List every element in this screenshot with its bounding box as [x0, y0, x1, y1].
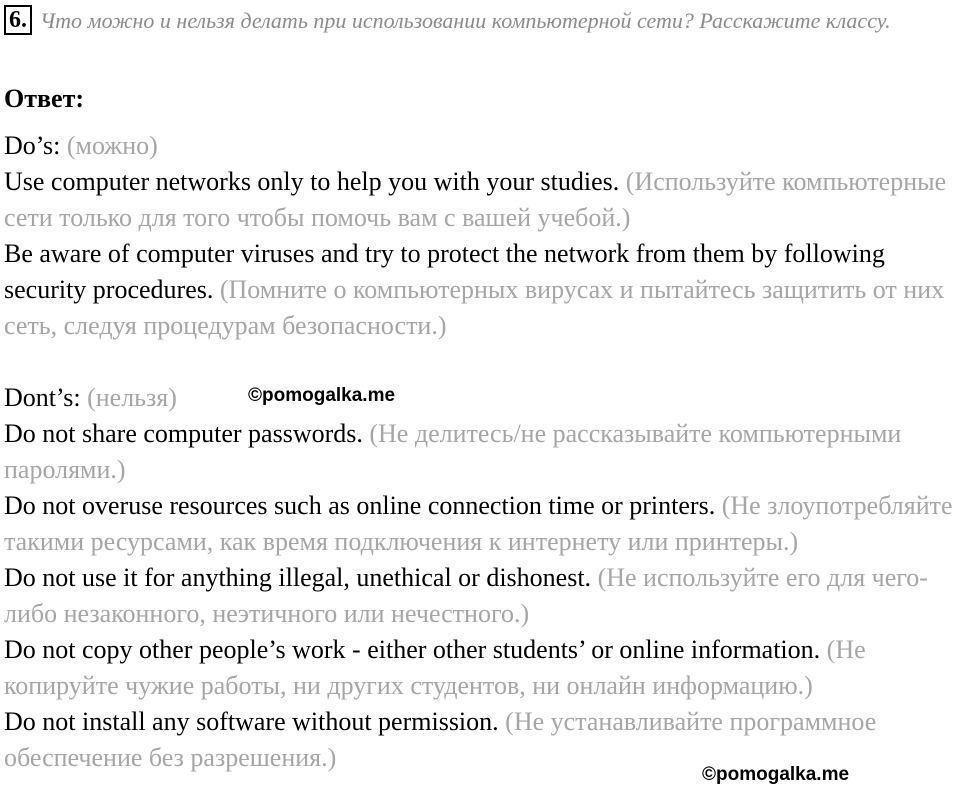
donts-heading: [4, 380, 960, 416]
answer-label: Ответ:: [4, 84, 85, 113]
donts-item-ru: (Не злоупотребляйте такими ресурсами, как время подключения к интернету или принтеры.): [4, 491, 953, 556]
dos-heading: [4, 128, 960, 164]
donts-item-ru: (Не копируйте чужие работы, ни других студентов, ни онлайн информацию.): [4, 635, 866, 700]
donts-heading-ru: (нельзя): [87, 383, 177, 412]
dos-item-ru: (Используйте компьютерные сети только для того чтобы помочь вам с вашей учебой.): [4, 167, 947, 232]
donts-item-en: Do not use it for anything illegal, unethical or dishonest.: [4, 563, 592, 592]
dos-heading-en: Do’s:: [4, 131, 61, 160]
donts-item-ru: (Не устанавливайте программное обеспечение без разрешения.): [4, 707, 877, 772]
dos-item: [4, 236, 960, 344]
donts-item-en: Do not share computer passwords.: [4, 419, 363, 448]
donts-item-ru: (Не делитесь/не рассказывайте компьютерными паролями.): [4, 419, 902, 484]
task-number: 6.: [4, 5, 32, 35]
dos-item-en: Use computer networks only to help you with your studies.: [4, 167, 620, 196]
section-spacer: [4, 344, 960, 380]
donts-item: [4, 632, 960, 704]
answer-body: [4, 128, 960, 776]
dos-heading-ru: (можно): [66, 131, 158, 160]
donts-item-ru: (Не используйте его для чего-либо незаконного, неэтичного или нечестного.): [4, 563, 928, 628]
donts-item-en: Do not overuse resources such as online connection time or printers.: [4, 491, 716, 520]
donts-item: [4, 488, 960, 560]
dos-item-en: Be aware of computer viruses and try to protect the network from them by following security procedures.: [4, 239, 885, 304]
donts-item-en: Do not copy other people’s work - either other students’ or online information.: [4, 635, 821, 664]
donts-item: [4, 560, 960, 632]
donts-heading-en: Dont’s:: [4, 383, 81, 412]
dos-item-ru: (Помните о компьютерных вирусах и пытайтесь защитить от них сеть, следуя процедурам безопасности.): [4, 275, 945, 340]
dos-item: [4, 164, 960, 236]
watermark: ©pomogalka.me: [702, 764, 850, 785]
donts-item-en: Do not install any software without permission.: [4, 707, 499, 736]
donts-item: [4, 416, 960, 488]
watermark: ©pomogalka.me: [248, 385, 396, 406]
task-question: [4, 4, 954, 37]
task-question-text: Что можно и нельзя делать при использовании компьютерной сети? Расскажите классу.: [40, 8, 891, 33]
